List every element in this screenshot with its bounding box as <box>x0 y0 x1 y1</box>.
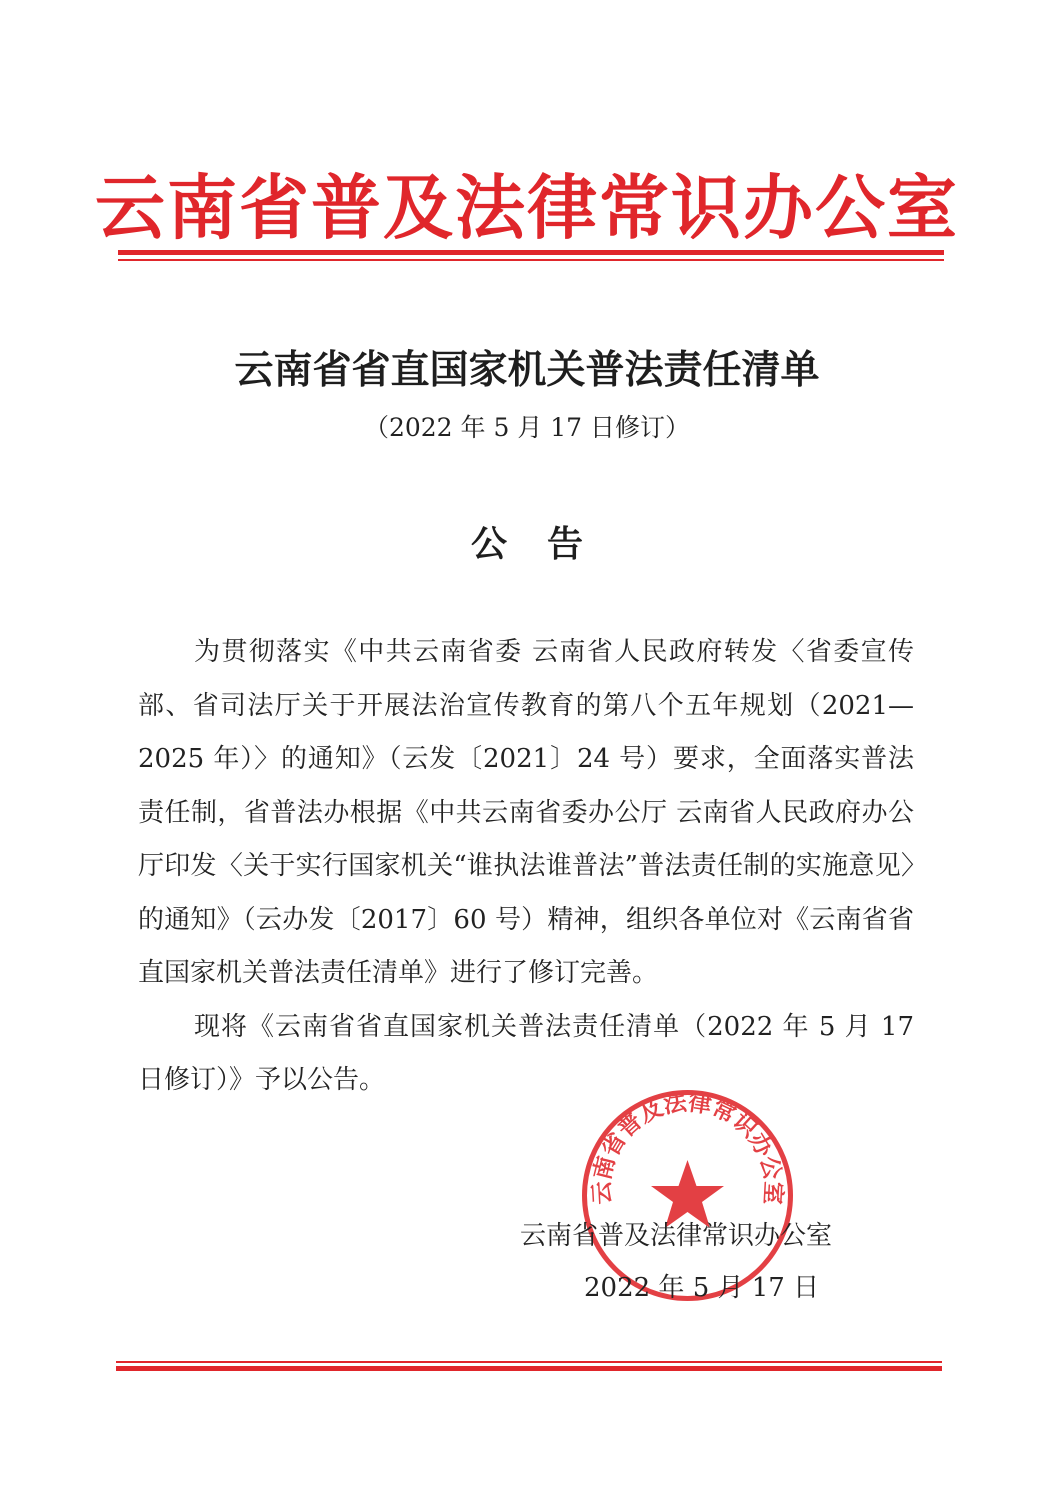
body-paragraph-2: 现将《云南省省直国家机关普法责任清单（2022 年 5 月 17 日修订）》予以公告。 <box>138 1011 914 1095</box>
footer-rule-thin <box>116 1361 942 1363</box>
masthead-rule-thick <box>118 250 944 255</box>
signature-org: 云南省普及法律常识办公室 <box>520 1221 833 1251</box>
revision-note: （2022 年 5 月 17 日修订） <box>363 413 691 442</box>
seal-text: 云南省普及法律常识办公室 <box>589 1089 786 1206</box>
notice-body <box>138 626 914 1108</box>
footer-rule-thick <box>116 1366 942 1371</box>
masthead-rule-thin <box>118 259 944 261</box>
masthead-org-name: 云南省普及法律常识办公室 <box>95 167 959 249</box>
body-paragraph-1: 为贯彻落实《中共云南省委 云南省人民政府转发〈省委宣传部、省司法厅关于开展法治宣传教育的第八个五年规划（2021—2025 年）〉的通知》（云发〔2021〕24 号）要求，全面落实普法责任制，省普法办根据《中共云南省委办公厅 云南省人民政府办公厅印发〈关于实行国家机关“谁执法谁普法”普法责任制的实施意见〉的通知》（云办发〔2017〕60 号）精神，组织各单位对《云南省省直国家机关普法责任清单》进行了修订完善。 <box>138 637 914 988</box>
signature-date: 2022 年 5 月 17 日 <box>584 1273 820 1303</box>
notice-heading: 公告 <box>470 523 623 565</box>
document-title: 云南省省直国家机关普法责任清单 <box>234 347 820 393</box>
